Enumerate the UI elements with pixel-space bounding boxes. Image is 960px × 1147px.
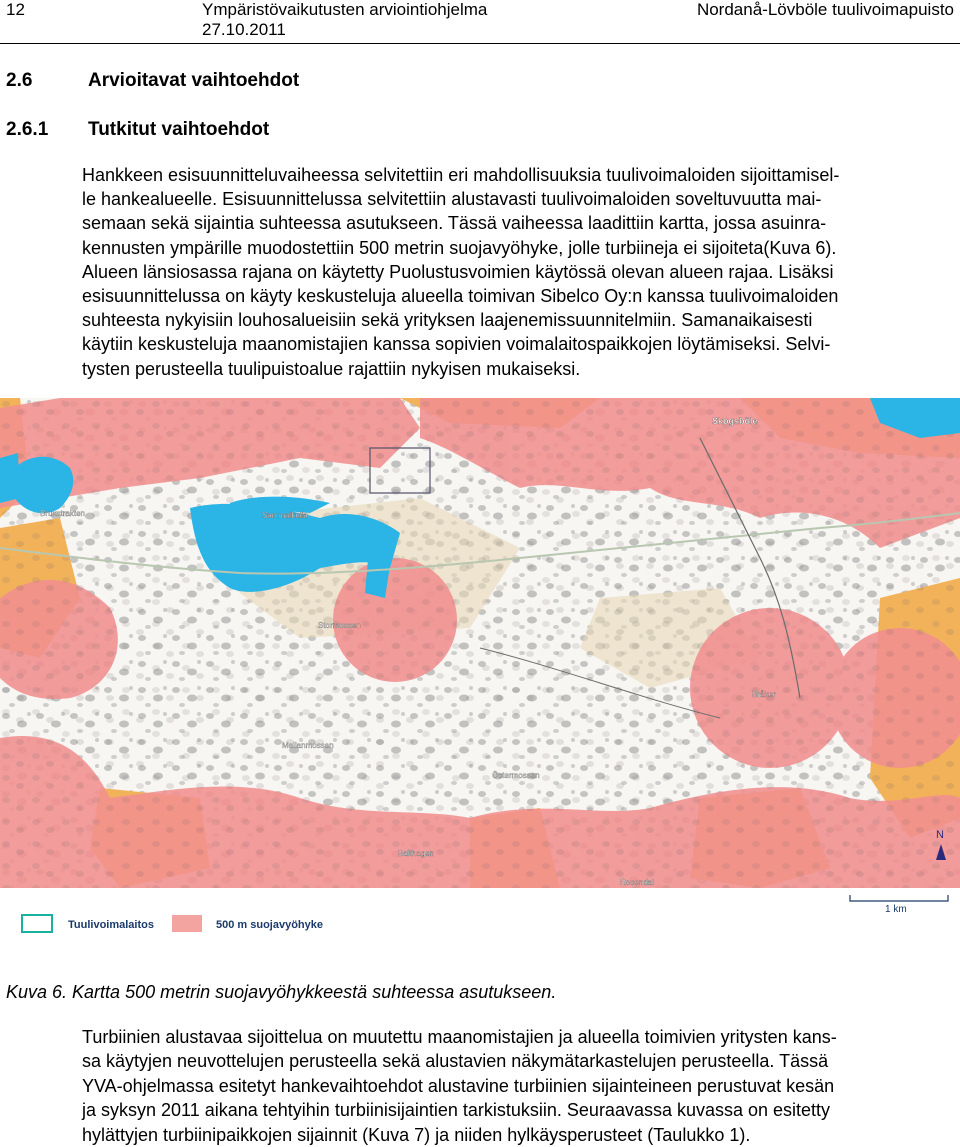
paragraph-line: sa käytyjen neuvottelujen perusteella sekä alustavien näkymätarkastelujen perusteella. Tässä — [82, 1051, 829, 1072]
legend-label-turbine: Tuulivoimalaitos — [68, 919, 154, 931]
north-label: N — [936, 829, 944, 841]
paragraph-line: käytiin keskusteluja maanomistajien kanssa sopivien voimalaitospaikkojen löytämiseksi. Selvi- — [82, 334, 831, 355]
place-label-braker: Bråker — [752, 690, 776, 699]
zone-texture — [0, 398, 960, 888]
place-label-sammalkulla: Sammalkulla — [262, 511, 308, 520]
paragraph-line: hylättyjen turbiinipaikkojen sijainnit (Kuva 7) ja niiden hylkäysperusteet (Taulukko 1). — [82, 1124, 751, 1145]
subsection-number: 2.6.1 — [6, 119, 49, 140]
page-header — [0, 0, 960, 44]
legend-swatch-turbine — [22, 915, 52, 932]
project-name: Nordanå-Lövböle tuulivoimapuisto — [696, 0, 954, 19]
section-number: 2.6 — [6, 70, 33, 91]
paragraph-line: suhteesta nykyisiin louhosalueisiin sekä yrityksen laajenemissuunnitelmiin. Samanaikaisesti — [82, 310, 813, 331]
place-label-ostermossen: Östermossen — [492, 771, 540, 780]
paragraph-line: Hankkeen esisuunnitteluvaiheessa selvitettiin eri mahdollisuuksia tuulivoimaloiden sijoittamisel- — [82, 165, 840, 185]
paragraph-line: Alueen länsiosassa rajana on käytetty Puolustusvoimien käytössä olevan alueen rajaa. Lisäksi — [82, 261, 834, 282]
body-paragraph-2 — [82, 1025, 946, 1147]
place-label-skogsbole: Skogsböle — [712, 416, 758, 426]
lake — [0, 453, 20, 503]
section-title: Arvioitavat vaihtoehdot — [88, 70, 300, 91]
page-number: 12 — [6, 0, 25, 19]
paragraph-line: kennusten ympärille muodostettiin 500 metrin suojavyöhyke, jolle turbiineja ei sijoiteta(Kuva 6). — [82, 237, 837, 258]
paragraph-line: le hankealueelle. Esisuunnittelussa selvitettiin alustavasti tuulivoimaloiden soveltuvuutta mai- — [82, 189, 822, 210]
paragraph-line: ja syksyn 2011 aikana tehtyihin turbiinisijaintien tarkistuksiin. Seuraavassa kuvassa on esitetty — [82, 1100, 831, 1121]
paragraph-line: YVA-ohjelmassa esitetyt hankevaihtoehdot alustavine turbiinien sijainteineen perustuvat kesän — [82, 1075, 835, 1096]
paragraph-line: tysten perusteella tuulipuistoalue rajattiin nykyisen mukaiseksi. — [82, 358, 581, 379]
body-paragraph-1 — [82, 163, 946, 381]
figure-caption: Kuva 6. Kartta 500 metrin suojavyöhykkeestä suhteessa asutukseen. — [6, 982, 557, 1002]
place-label-bakhagen: Bakhagen — [398, 849, 435, 858]
legend-label-buffer: 500 m suojavyöhyke — [216, 919, 324, 931]
document-title: Ympäristövaikutusten arviointiohjelma — [202, 0, 488, 19]
paragraph-line: esisuunnittelussa on käyty keskusteluja alueella toimivan Sibelco Oy:n kanssa tuulivoimaloiden — [82, 286, 839, 307]
place-label-rosendal: Rosendal — [620, 878, 654, 887]
buffer-zone-map — [0, 398, 960, 954]
legend-swatch-buffer — [172, 915, 202, 932]
paragraph-line: Turbiinien alustavaa sijoittelua on muutettu maanomistajien ja alueella toimivien yritysten kans- — [82, 1027, 837, 1047]
place-label-mellanmossen: Mellanmossen — [282, 741, 334, 750]
place-label-stormossen: Stormossen — [318, 621, 361, 630]
document-date: 27.10.2011 — [202, 20, 286, 39]
scale-label: 1 km — [885, 904, 907, 915]
place-label-brukstrakten: Brukstrakten — [40, 509, 85, 518]
subsection-title: Tutkitut vaihtoehdot — [88, 119, 270, 140]
header-rule — [0, 43, 960, 44]
paragraph-line: semaan sekä sijaintia suhteessa asutukseen. Tässä vaiheessa laadittiin kartta, jossa asuinra- — [82, 213, 827, 234]
